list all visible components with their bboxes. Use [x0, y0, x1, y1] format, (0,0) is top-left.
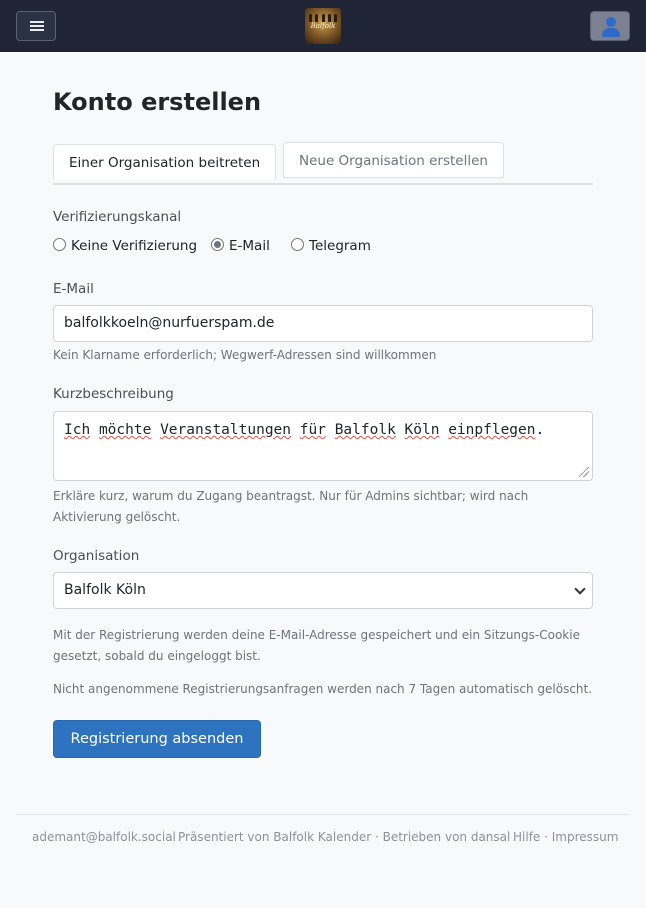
- page-title: Konto erstellen: [53, 88, 262, 116]
- email-help-text: Kein Klarname erforderlich; Wegwerf-Adressen sind willkommen: [53, 348, 437, 362]
- footer-help-imprint-links[interactable]: Hilfe · Impressum: [513, 830, 619, 844]
- logo-figures: [309, 14, 337, 22]
- menu-toggle-button[interactable]: [16, 11, 56, 41]
- organisation-select[interactable]: [53, 572, 593, 609]
- organisation-selected-value: Balfolk Köln: [64, 582, 146, 598]
- site-logo[interactable]: [305, 8, 341, 44]
- description-end: .: [535, 422, 545, 438]
- resize-grip-icon[interactable]: [579, 467, 589, 477]
- radio-circle[interactable]: [291, 238, 304, 251]
- description-textarea[interactable]: [53, 411, 593, 481]
- description-word: Veranstaltungen: [160, 422, 292, 438]
- footer-divider: [16, 814, 630, 815]
- footer-account-link[interactable]: ademant@balfolk.social: [32, 830, 176, 844]
- logo-text: Balfolk: [310, 22, 336, 30]
- description-word: Köln: [404, 422, 440, 438]
- user-menu-button[interactable]: [590, 11, 630, 41]
- organisation-label: Organisation: [53, 548, 140, 564]
- footer-credits: Präsentiert von Balfolk Kalender · Betrieben von dansal: [178, 830, 511, 844]
- verification-radio-group: [53, 236, 593, 256]
- deletion-notice: Nicht angenommene Registrierungsanfragen werden nach 7 Tagen automatisch gelöscht.: [53, 682, 593, 696]
- description-word: einpflegen: [448, 422, 536, 438]
- radio-label: Telegram: [309, 238, 371, 254]
- tab-join-organisation[interactable]: Einer Organisation beitreten: [53, 144, 276, 180]
- radio-label: E-Mail: [229, 238, 270, 254]
- radio-circle[interactable]: [53, 238, 66, 251]
- radio-label: Keine Verifizierung: [71, 238, 198, 254]
- description-word: für: [299, 422, 326, 438]
- description-word: Ich: [64, 422, 91, 438]
- radio-circle-checked[interactable]: [211, 238, 224, 251]
- registration-tabs: [53, 142, 593, 185]
- description-word: Balfolk: [334, 422, 396, 438]
- description-word: möchte: [98, 422, 152, 438]
- tab-create-organisation[interactable]: Neue Organisation erstellen: [283, 142, 504, 178]
- cookie-notice: Mit der Registrierung werden deine E-Mail-Adresse gespeichert und ein Sitzungs-Cookie gesetzt, sobald du eingeloggt bist.: [53, 628, 580, 663]
- submit-registration-button[interactable]: Registrierung absenden: [53, 720, 261, 758]
- description-help-text: Erkläre kurz, warum du Zugang beantragst. Nur für Admins sichtbar; wird nach Aktivierung gelöscht.: [53, 489, 529, 524]
- verification-label: Verifizierungskanal: [53, 209, 182, 225]
- chevron-down-icon: [574, 583, 585, 594]
- description-label: Kurzbeschreibung: [53, 386, 174, 402]
- top-navbar: [0, 0, 646, 52]
- email-label: E-Mail: [53, 281, 94, 297]
- email-field[interactable]: balfolkkoeln@nurfuerspam.de: [53, 305, 593, 342]
